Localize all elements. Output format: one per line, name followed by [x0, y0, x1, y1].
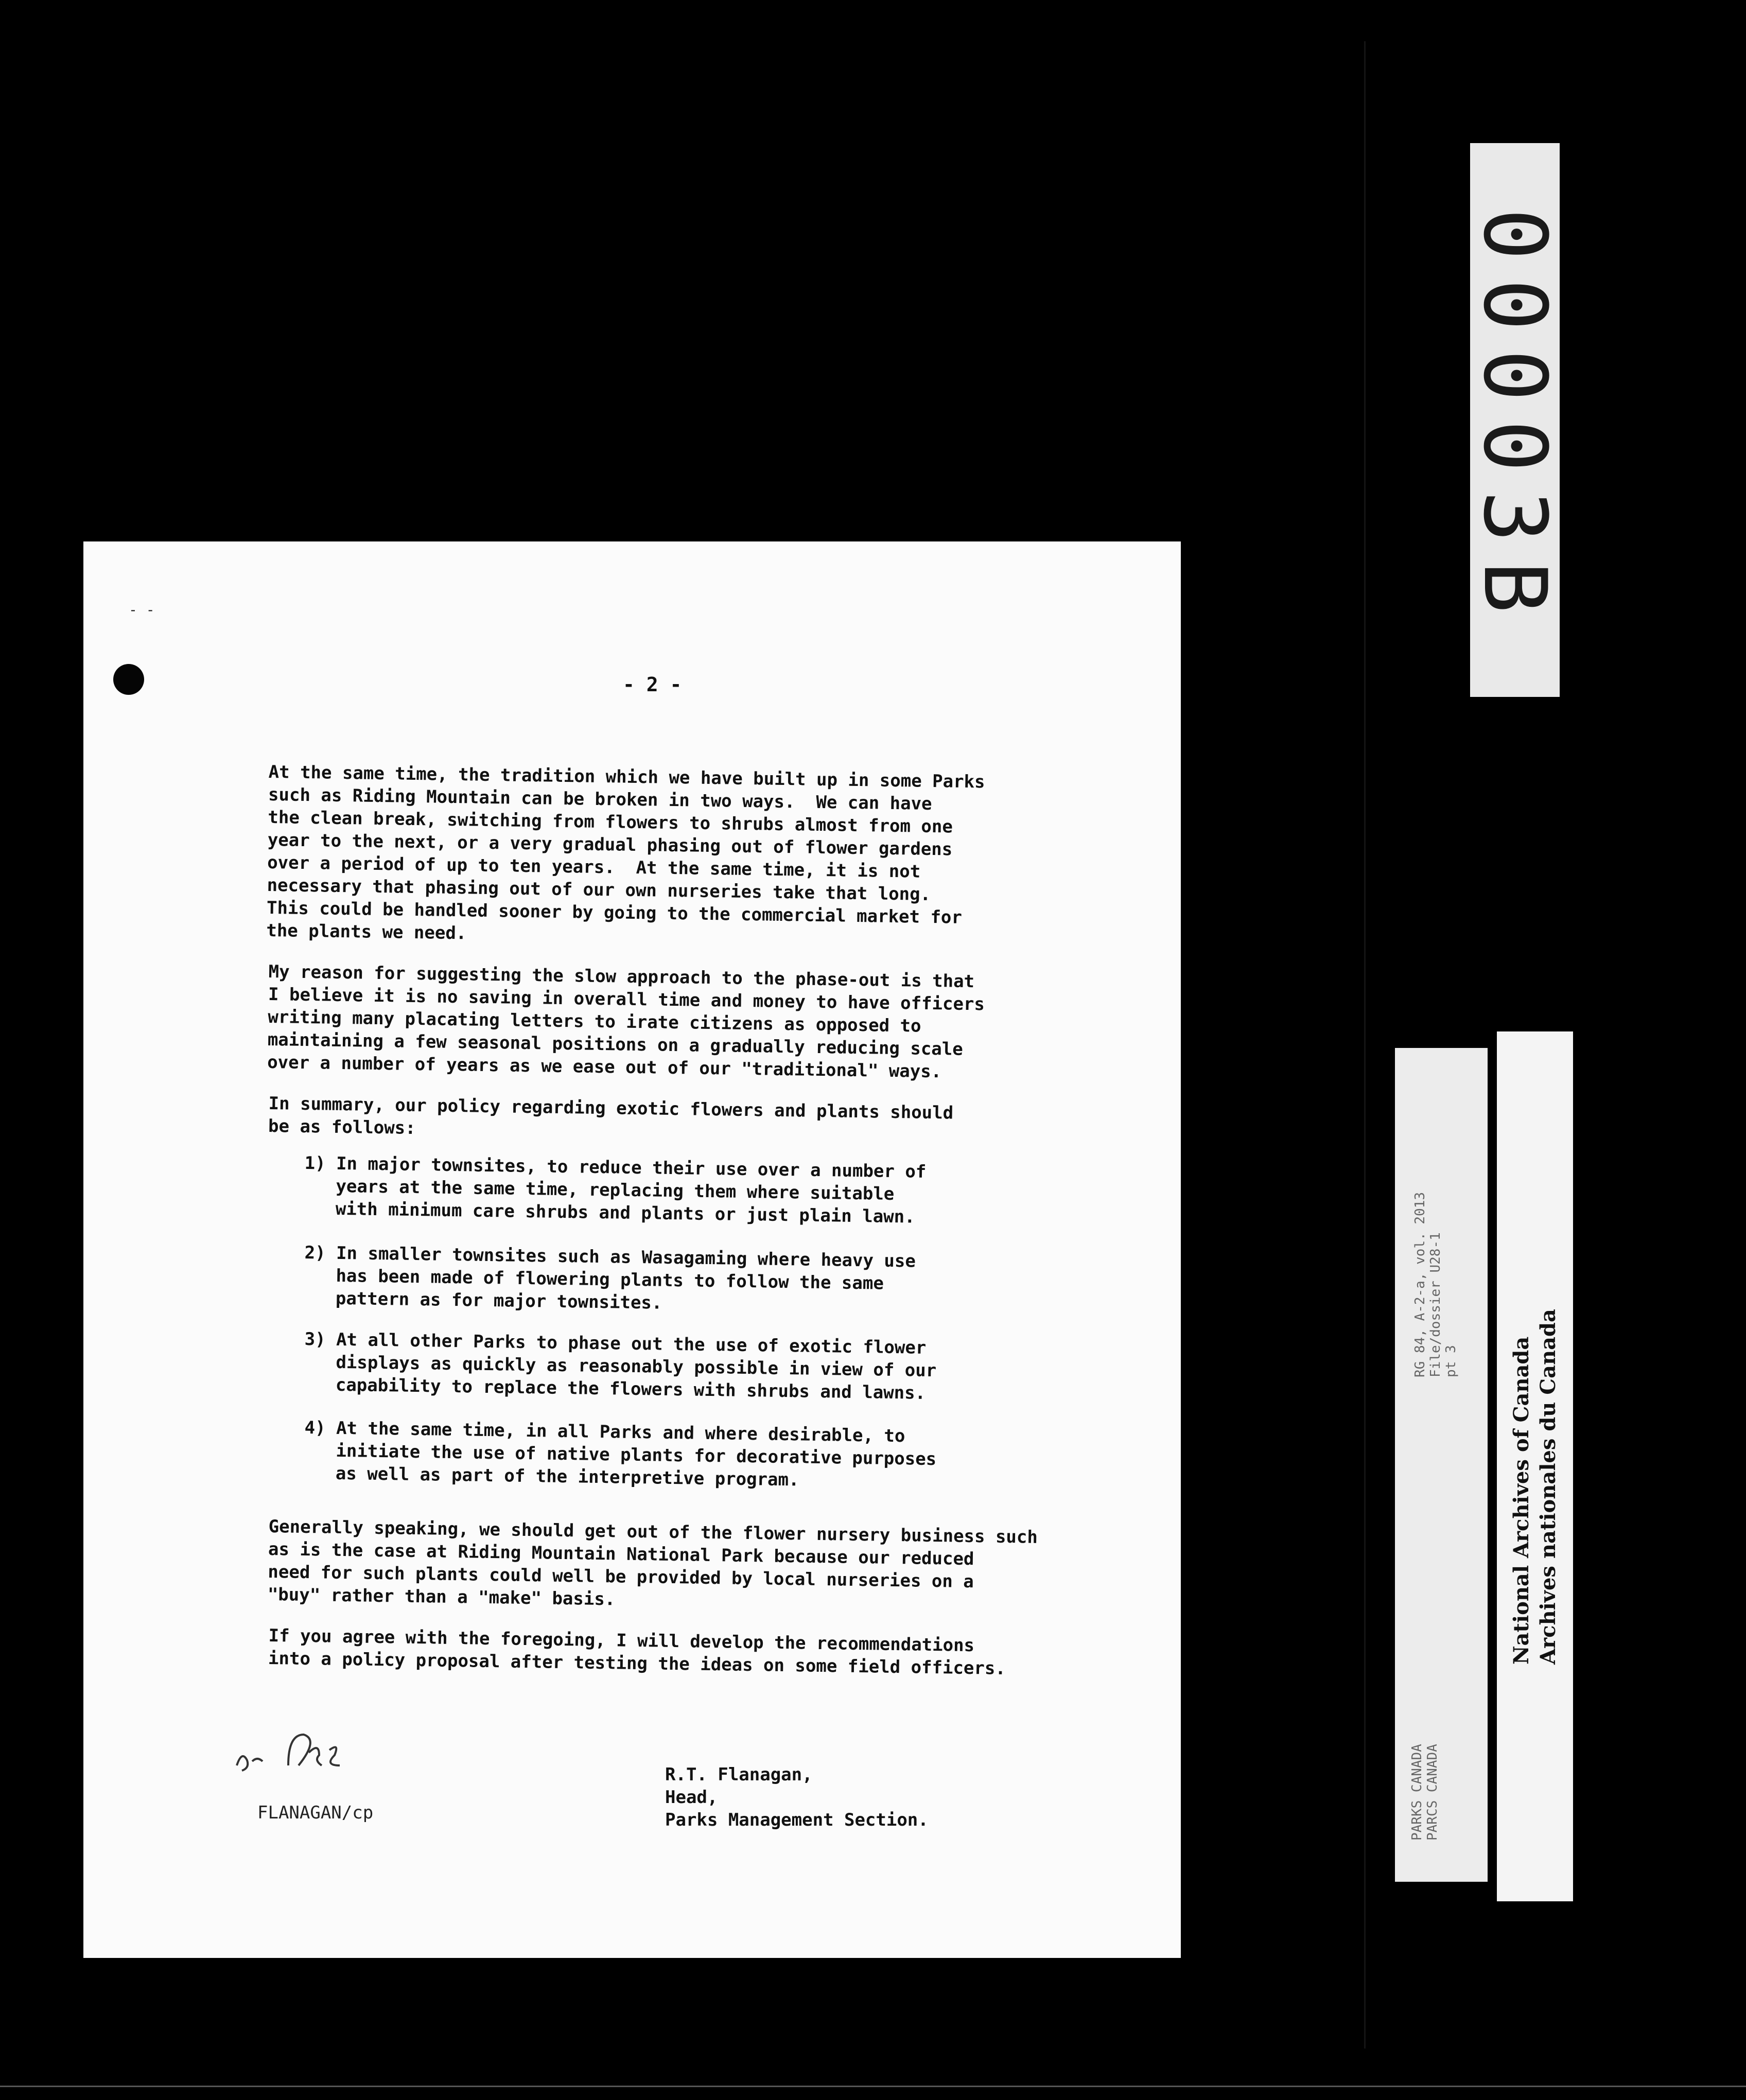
national-archives-label [1497, 1031, 1573, 1901]
paragraph-4: Generally speaking, we should get out of the flower nursery business such as is the case at Riding Mountain National Park because our reduced need for such plants could well be provided by local nurseries on a "buy" rather than a "make" basis. [267, 1516, 1038, 1610]
paragraph-3: In summary, our policy regarding exotic flowers and plants should be as follows: [268, 1093, 954, 1139]
signature-block: R.T. Flanagan, Head, Parks Management Section. [665, 1764, 929, 1830]
frame-number: 00003B [1464, 208, 1565, 632]
reference-text: RG 84, A-2-a, vol. 2013 File/dossier U28-1 pt 3 [1412, 1192, 1459, 1377]
national-archives-text: National Archives of Canada Archives nationales du Canada [1509, 1309, 1560, 1665]
corner-mark: - - [129, 601, 155, 618]
paragraph-2: My reason for suggesting the slow approach to the phase-out is that I believe it is no saving in overall time and money to have officers writing many placating letters to irate citizens as opposed to maintaining a few seasonal positions on a gradually reducing scale over a number of years as we ease out of our "traditional" ways. [267, 961, 985, 1082]
punch-hole [113, 664, 144, 695]
policy-item-3: 3) At all other Parks to phase out the use of exotic flower displays as quickly as reasonably possible in view of our capability to replace the flowers with shrubs and lawns. [304, 1328, 937, 1404]
frame-number-strip [1464, 143, 1565, 697]
typist-initials: FLANAGAN/cp [257, 1802, 374, 1823]
film-edge-line [1364, 41, 1366, 2049]
page-number: - 2 - [623, 673, 682, 696]
policy-item-1: 1) In major townsites, to reduce their use over a number of years at the same time, replacing them where suitable with minimum care shrubs and plants or just plain lawn. [304, 1152, 927, 1228]
archive-reference-label [1395, 1048, 1488, 1882]
policy-item-4: 4) At the same time, in all Parks and where desirable, to initiate the use of native plants for decorative purposes as well as part of the interpretive program. [304, 1417, 937, 1491]
paragraph-1: At the same time, the tradition which we have built up in some Parks such as Riding Mountain can be broken in two ways. We can have the clean break, switching from flowers to shrubs almost from one year to the next, or a very gradual phasing out of flower gardens over a period of up to ten years. At the same time, it is not necessary that phasing out of our own nurseries take that long. This could be handled sooner by going to the commercial market for the plants we need. [266, 761, 985, 944]
handwritten-signature-icon [232, 1729, 396, 1781]
policy-item-2: 2) In smaller townsites such as Wasagaming where heavy use has been made of flowering plants to follow the same pattern as for major townsites. [304, 1242, 916, 1314]
film-bottom-edge [0, 2086, 1746, 2087]
parks-canada-text: PARKS CANADA PARCS CANADA [1409, 1744, 1440, 1841]
paragraph-5: If you agree with the foregoing, I will develop the recommendations into a policy proposal after testing the ideas on some field officers. [268, 1625, 1006, 1679]
